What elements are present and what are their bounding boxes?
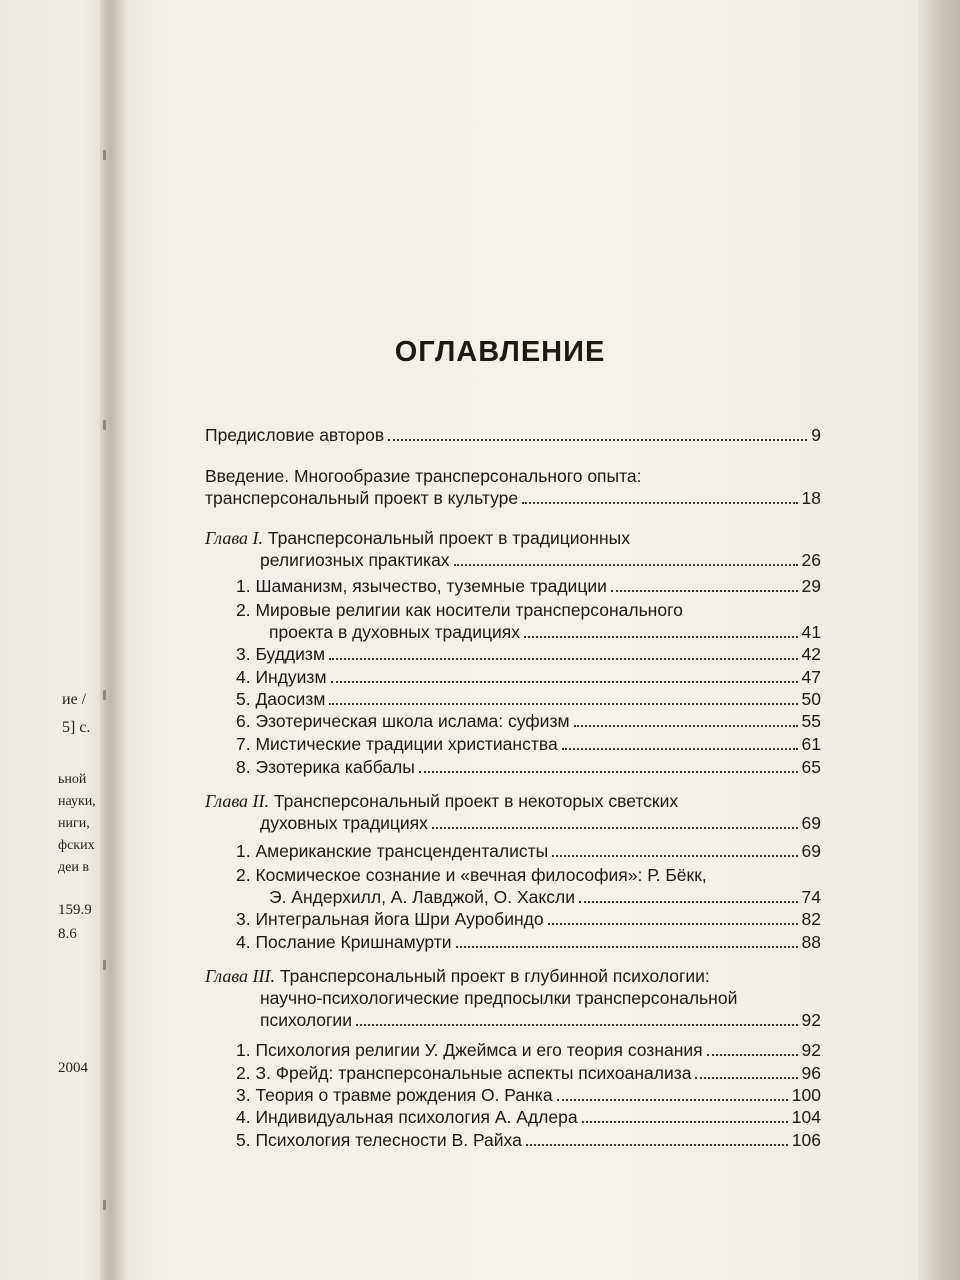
toc-page-number: 42: [801, 644, 821, 664]
toc-title: ОГЛАВЛЕНИЕ: [394, 336, 606, 368]
dot-leader: [524, 636, 798, 638]
dot-leader: [456, 946, 798, 948]
toc-page-number: 65: [801, 757, 821, 777]
toc-page-number: 106: [791, 1130, 821, 1150]
toc-entry-intro[interactable]: [205, 487, 821, 509]
left-page-line: 8.6: [58, 926, 77, 942]
chapter-label: Глава I.: [205, 528, 264, 548]
chapter-title: Трансперсональный проект в традиционных: [263, 528, 630, 548]
dot-leader: [562, 748, 798, 750]
toc-page-number: 74: [801, 887, 821, 907]
toc-entry-line1: 2. Мировые религии как носители трансперсонального: [236, 600, 683, 620]
left-page-line: ниги,: [58, 816, 90, 831]
toc-entry[interactable]: [236, 840, 821, 862]
dot-leader: [388, 439, 807, 441]
dot-leader: [356, 1024, 798, 1026]
dot-leader: [557, 1099, 788, 1101]
toc-entry[interactable]: [236, 710, 821, 732]
binding-stitch: [103, 960, 106, 970]
toc-entry-preface[interactable]: [205, 424, 821, 446]
dot-leader: [329, 703, 797, 705]
toc-entry-text: 4. Послание Кришнамурти: [236, 932, 452, 952]
toc-entry-text: 7. Мистические традиции христианства: [236, 734, 558, 754]
toc-entry-chapter-1[interactable]: [260, 549, 821, 571]
toc-page-number: 55: [801, 711, 821, 731]
toc-entry-text: 5. Даосизм: [236, 689, 326, 709]
toc-entry[interactable]: [236, 931, 821, 953]
toc-entry[interactable]: [269, 621, 821, 643]
toc-page-number: 26: [801, 550, 821, 570]
toc-entry[interactable]: [269, 886, 821, 908]
toc-entry-text: 5. Психология телесности В. Райха: [236, 1130, 522, 1150]
toc-entry-text: трансперсональный проект в культуре: [205, 488, 519, 508]
toc-page-number: 104: [791, 1107, 821, 1127]
toc-entry[interactable]: [236, 643, 821, 665]
chapter-title: Трансперсональный проект в некоторых светских: [269, 791, 679, 811]
dot-leader: [611, 590, 798, 592]
chapter-title: Трансперсональный проект в глубинной психологии:: [275, 966, 710, 986]
toc-entry-text: проекта в духовных традициях: [269, 622, 520, 642]
dot-leader: [574, 725, 798, 727]
toc-page-number: 82: [801, 909, 821, 929]
dot-leader: [419, 771, 798, 773]
left-page-line: науки,: [58, 794, 96, 809]
toc-entry[interactable]: [236, 1039, 821, 1061]
page-edges: [918, 0, 960, 1280]
toc-entry-text: 2. З. Фрейд: трансперсональные аспекты психоанализа: [236, 1063, 692, 1083]
binding-stitch: [103, 1200, 106, 1210]
dot-leader: [695, 1077, 797, 1079]
binding-stitch: [103, 150, 106, 160]
chapter-2-heading-line1: [205, 790, 678, 812]
left-page-line: 5] с.: [62, 719, 91, 736]
chapter-3-heading-line2: научно-психологические предпосылки трансперсональной: [260, 988, 738, 1008]
toc-entry[interactable]: [236, 756, 821, 778]
left-page-line: деи в: [58, 860, 89, 875]
toc-entry[interactable]: [236, 733, 821, 755]
toc-entry-text: 4. Индуизм: [236, 667, 327, 687]
toc-entry[interactable]: [236, 908, 821, 930]
toc-page-number: 96: [801, 1063, 821, 1083]
book-spine: [100, 0, 126, 1280]
chapter-1-heading-line1: [205, 527, 630, 549]
toc-page-number: 29: [801, 576, 821, 596]
toc-entry-text: 1. Американские трансценденталисты: [236, 841, 549, 861]
dot-leader: [526, 1144, 788, 1146]
toc-entry[interactable]: [236, 1084, 821, 1106]
toc-entry[interactable]: [236, 1129, 821, 1151]
toc-entry-chapter-3[interactable]: [260, 1009, 821, 1031]
toc-page-number: 50: [801, 689, 821, 709]
dot-leader: [454, 564, 798, 566]
toc-entry-text: 1. Психология религии У. Джеймса и его теория сознания: [236, 1040, 703, 1060]
toc-entry-text: религиозных практиках: [260, 550, 450, 570]
dot-leader: [432, 827, 798, 829]
chapter-label: Глава III.: [205, 966, 276, 986]
chapter-3-heading-line1: [205, 965, 710, 987]
toc-page-number: 92: [801, 1040, 821, 1060]
dot-leader: [548, 923, 798, 925]
toc-entry-text: Предисловие авторов: [205, 425, 385, 445]
toc-page-number: 61: [801, 734, 821, 754]
toc-page-number: 92: [801, 1010, 821, 1030]
toc-entry-text: 3. Буддизм: [236, 644, 325, 664]
left-page-line: 2004: [58, 1060, 88, 1076]
toc-entry-intro-line1: Введение. Многообразие трансперсонального опыта:: [205, 466, 642, 486]
binding-stitch: [103, 420, 106, 430]
dot-leader: [331, 681, 798, 683]
dot-leader: [582, 1121, 788, 1123]
toc-entry[interactable]: [236, 688, 821, 710]
dot-leader: [707, 1054, 798, 1056]
toc-entry-text: 6. Эзотерическая школа ислама: суфизм: [236, 711, 570, 731]
toc-entry-text: 8. Эзотерика каббалы: [236, 757, 415, 777]
toc-entry[interactable]: [236, 1062, 821, 1084]
toc-entry-text: 3. Интегральная йога Шри Ауробиндо: [236, 909, 544, 929]
toc-page-number: 41: [801, 622, 821, 642]
dot-leader: [552, 855, 797, 857]
toc-entry-line1: 2. Космическое сознание и «вечная философия»: Р. Бёкк,: [236, 865, 707, 885]
left-page-line: ьной: [58, 772, 87, 787]
toc-entry-text: 1. Шаманизм, язычество, туземные традиции: [236, 576, 607, 596]
toc-entry-chapter-2[interactable]: [260, 812, 821, 834]
dot-leader: [579, 901, 798, 903]
toc-page-number: 18: [801, 488, 821, 508]
dot-leader: [329, 658, 798, 660]
toc-entry-text: духовных традициях: [260, 813, 428, 833]
toc-page-number: 47: [801, 667, 821, 687]
toc-entry[interactable]: [236, 1106, 821, 1128]
binding-stitch: [103, 690, 106, 700]
toc-entry[interactable]: [236, 666, 821, 688]
toc-page-number: 9: [811, 425, 821, 445]
dot-leader: [522, 502, 797, 504]
left-page-line: ие /: [62, 691, 87, 708]
toc-page-number: 69: [801, 813, 821, 833]
toc-entry-text: 3. Теория о травме рождения О. Ранка: [236, 1085, 553, 1105]
left-page-line: 159.9: [58, 902, 92, 918]
chapter-label: Глава II.: [205, 791, 270, 811]
toc-page-number: 69: [801, 841, 821, 861]
toc-entry-text: психологии: [260, 1010, 352, 1030]
toc-entry-text: 4. Индивидуальная психология А. Адлера: [236, 1107, 578, 1127]
left-page-line: фских: [58, 838, 95, 853]
toc-entry-text: Э. Андерхилл, А. Лавджой, О. Хаксли: [269, 887, 575, 907]
toc-page-number: 100: [791, 1085, 821, 1105]
toc-entry[interactable]: [236, 575, 821, 597]
toc-page-number: 88: [801, 932, 821, 952]
